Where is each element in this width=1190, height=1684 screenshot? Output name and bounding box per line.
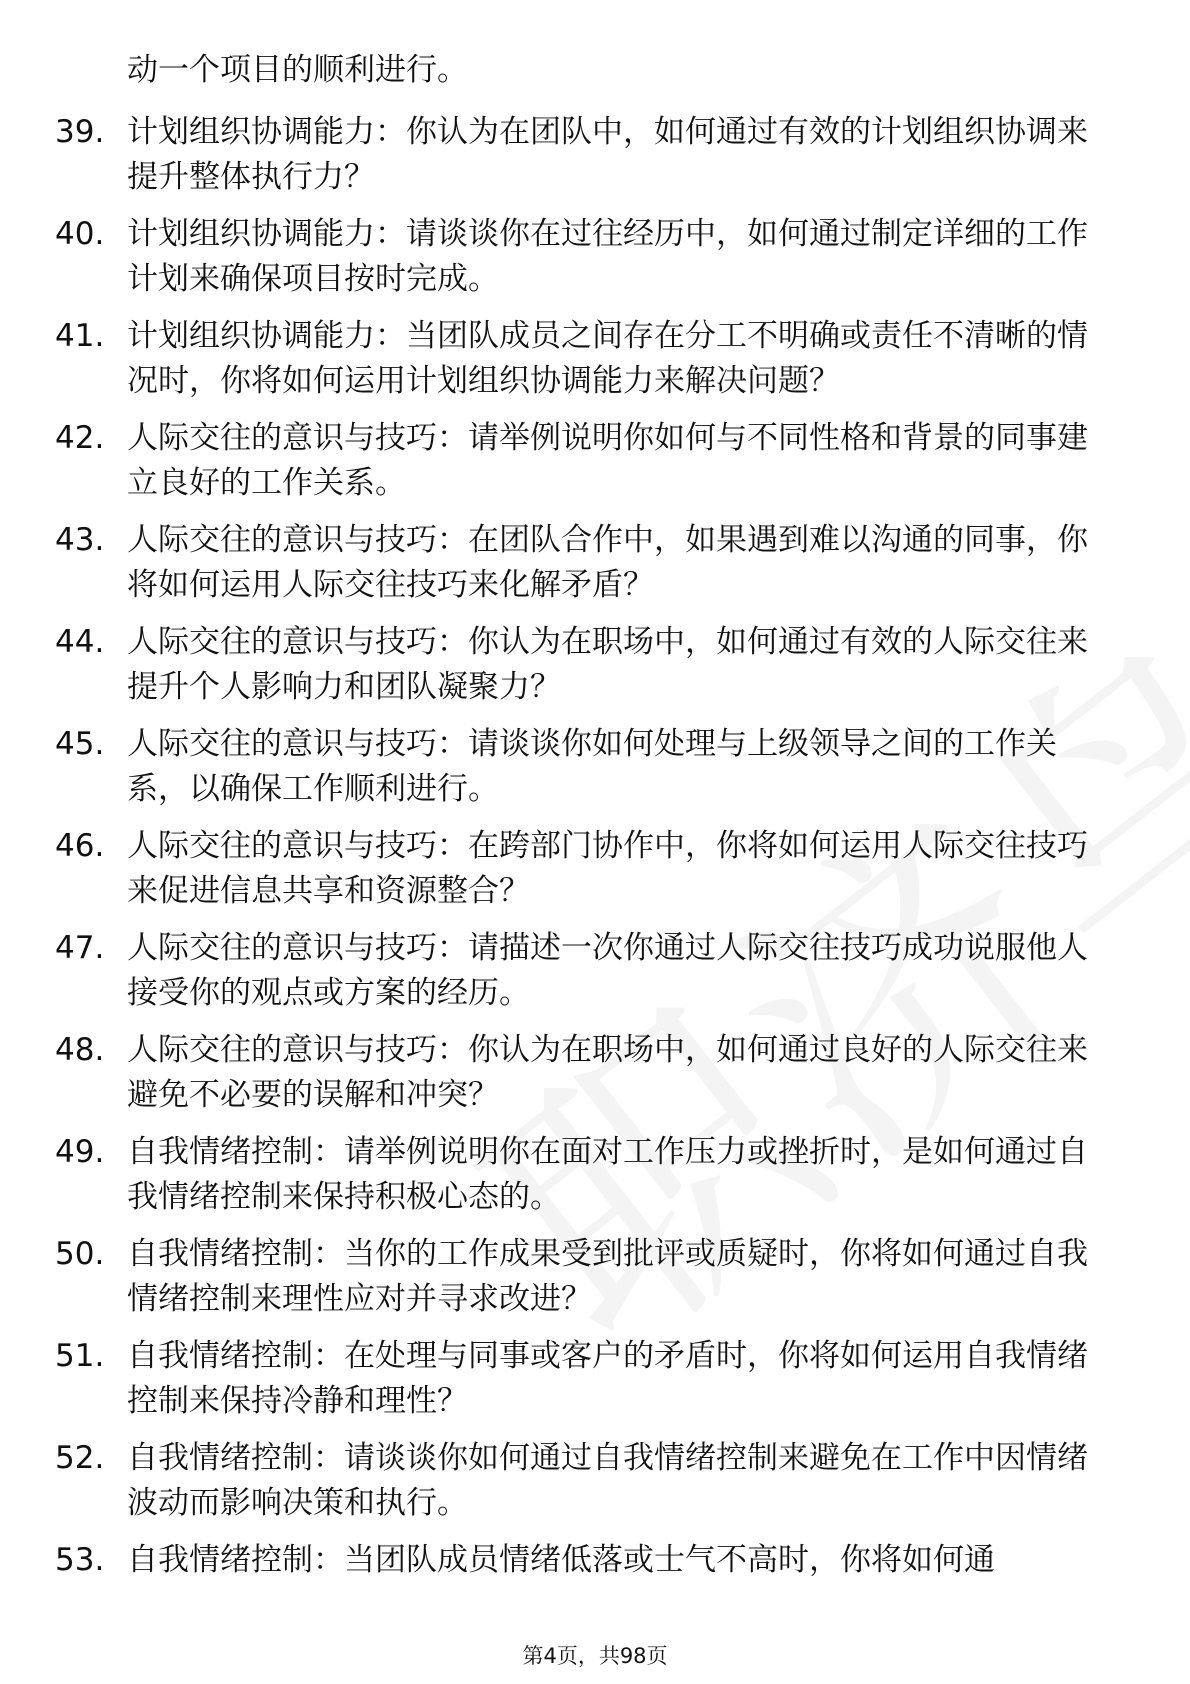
- item-number: 44.: [55, 624, 105, 660]
- item-text: 自我情绪控制：当团队成员情绪低落或士气不高时，你将如何通: [127, 1542, 995, 1578]
- item-text: 自我情绪控制：在处理与同事或客户的矛盾时，你将如何运用自我情绪控制来保持冷静和理性？: [127, 1338, 1088, 1419]
- item-number: 49.: [55, 1134, 105, 1170]
- list-item: [55, 1232, 1115, 1322]
- list-item: [55, 1436, 1115, 1526]
- item-number: 40.: [55, 216, 105, 252]
- item-text: 自我情绪控制：请谈谈你如何通过自我情绪控制来避免在工作中因情绪波动而影响决策和执行。: [127, 1440, 1088, 1521]
- item-text: 人际交往的意识与技巧：在跨部门协作中，你将如何运用人际交往技巧来促进信息共享和资源整合？: [127, 828, 1088, 909]
- item-number: 39.: [55, 114, 105, 150]
- list-item: [55, 926, 1115, 1016]
- question-list: [55, 110, 1115, 1595]
- item-text: 计划组织协调能力：当团队成员之间存在分工不明确或责任不清晰的情况时，你将如何运用计划组织协调能力来解决问题？: [127, 318, 1088, 399]
- item-number: 52.: [55, 1440, 105, 1476]
- item-text: 计划组织协调能力：你认为在团队中，如何通过有效的计划组织协调来提升整体执行力？: [127, 114, 1088, 195]
- item-text: 人际交往的意识与技巧：你认为在职场中，如何通过良好的人际交往来避免不必要的误解和冲突？: [127, 1032, 1088, 1113]
- continuation-text: 动一个项目的顺利进行。: [127, 52, 468, 88]
- item-number: 47.: [55, 930, 105, 966]
- item-text: 人际交往的意识与技巧：请描述一次你通过人际交往技巧成功说服他人接受你的观点或方案的经历。: [127, 930, 1088, 1011]
- item-text: 计划组织协调能力：请谈谈你在过往经历中，如何通过制定详细的工作计划来确保项目按时完成。: [127, 216, 1088, 297]
- list-item: [55, 416, 1115, 506]
- list-item: [55, 314, 1115, 404]
- item-number: 42.: [55, 420, 105, 456]
- item-number: 50.: [55, 1236, 105, 1272]
- list-item: [55, 212, 1115, 302]
- item-number: 51.: [55, 1338, 105, 1374]
- item-number: 46.: [55, 828, 105, 864]
- item-number: 45.: [55, 726, 105, 762]
- list-item: [55, 722, 1115, 812]
- item-text: 人际交往的意识与技巧：请谈谈你如何处理与上级领导之间的工作关系，以确保工作顺利进行。: [127, 726, 1057, 807]
- list-item: [55, 518, 1115, 608]
- list-item: [55, 824, 1115, 914]
- item-text: 人际交往的意识与技巧：在团队合作中，如果遇到难以沟通的同事，你将如何运用人际交往技巧来化解矛盾？: [127, 522, 1088, 603]
- item-text: 自我情绪控制：当你的工作成果受到批评或质疑时，你将如何通过自我情绪控制来理性应对并寻求改进？: [127, 1236, 1088, 1317]
- item-number: 41.: [55, 318, 105, 354]
- list-item: [55, 1334, 1115, 1424]
- item-number: 48.: [55, 1032, 105, 1068]
- list-item: [55, 1538, 1115, 1583]
- list-item: [55, 620, 1115, 710]
- page-footer: 第4页，共98页: [522, 1644, 668, 1668]
- item-number: 43.: [55, 522, 105, 558]
- item-text: 人际交往的意识与技巧：请举例说明你如何与不同性格和背景的同事建立良好的工作关系。: [127, 420, 1088, 501]
- list-item: [55, 1028, 1115, 1118]
- item-number: 53.: [55, 1542, 105, 1578]
- item-text: 自我情绪控制：请举例说明你在面对工作压力或挫折时，是如何通过自我情绪控制来保持积极心态的。: [127, 1134, 1088, 1215]
- list-item: [55, 110, 1115, 200]
- item-text: 人际交往的意识与技巧：你认为在职场中，如何通过有效的人际交往来提升个人影响力和团队凝聚力？: [127, 624, 1088, 705]
- list-item: [55, 1130, 1115, 1220]
